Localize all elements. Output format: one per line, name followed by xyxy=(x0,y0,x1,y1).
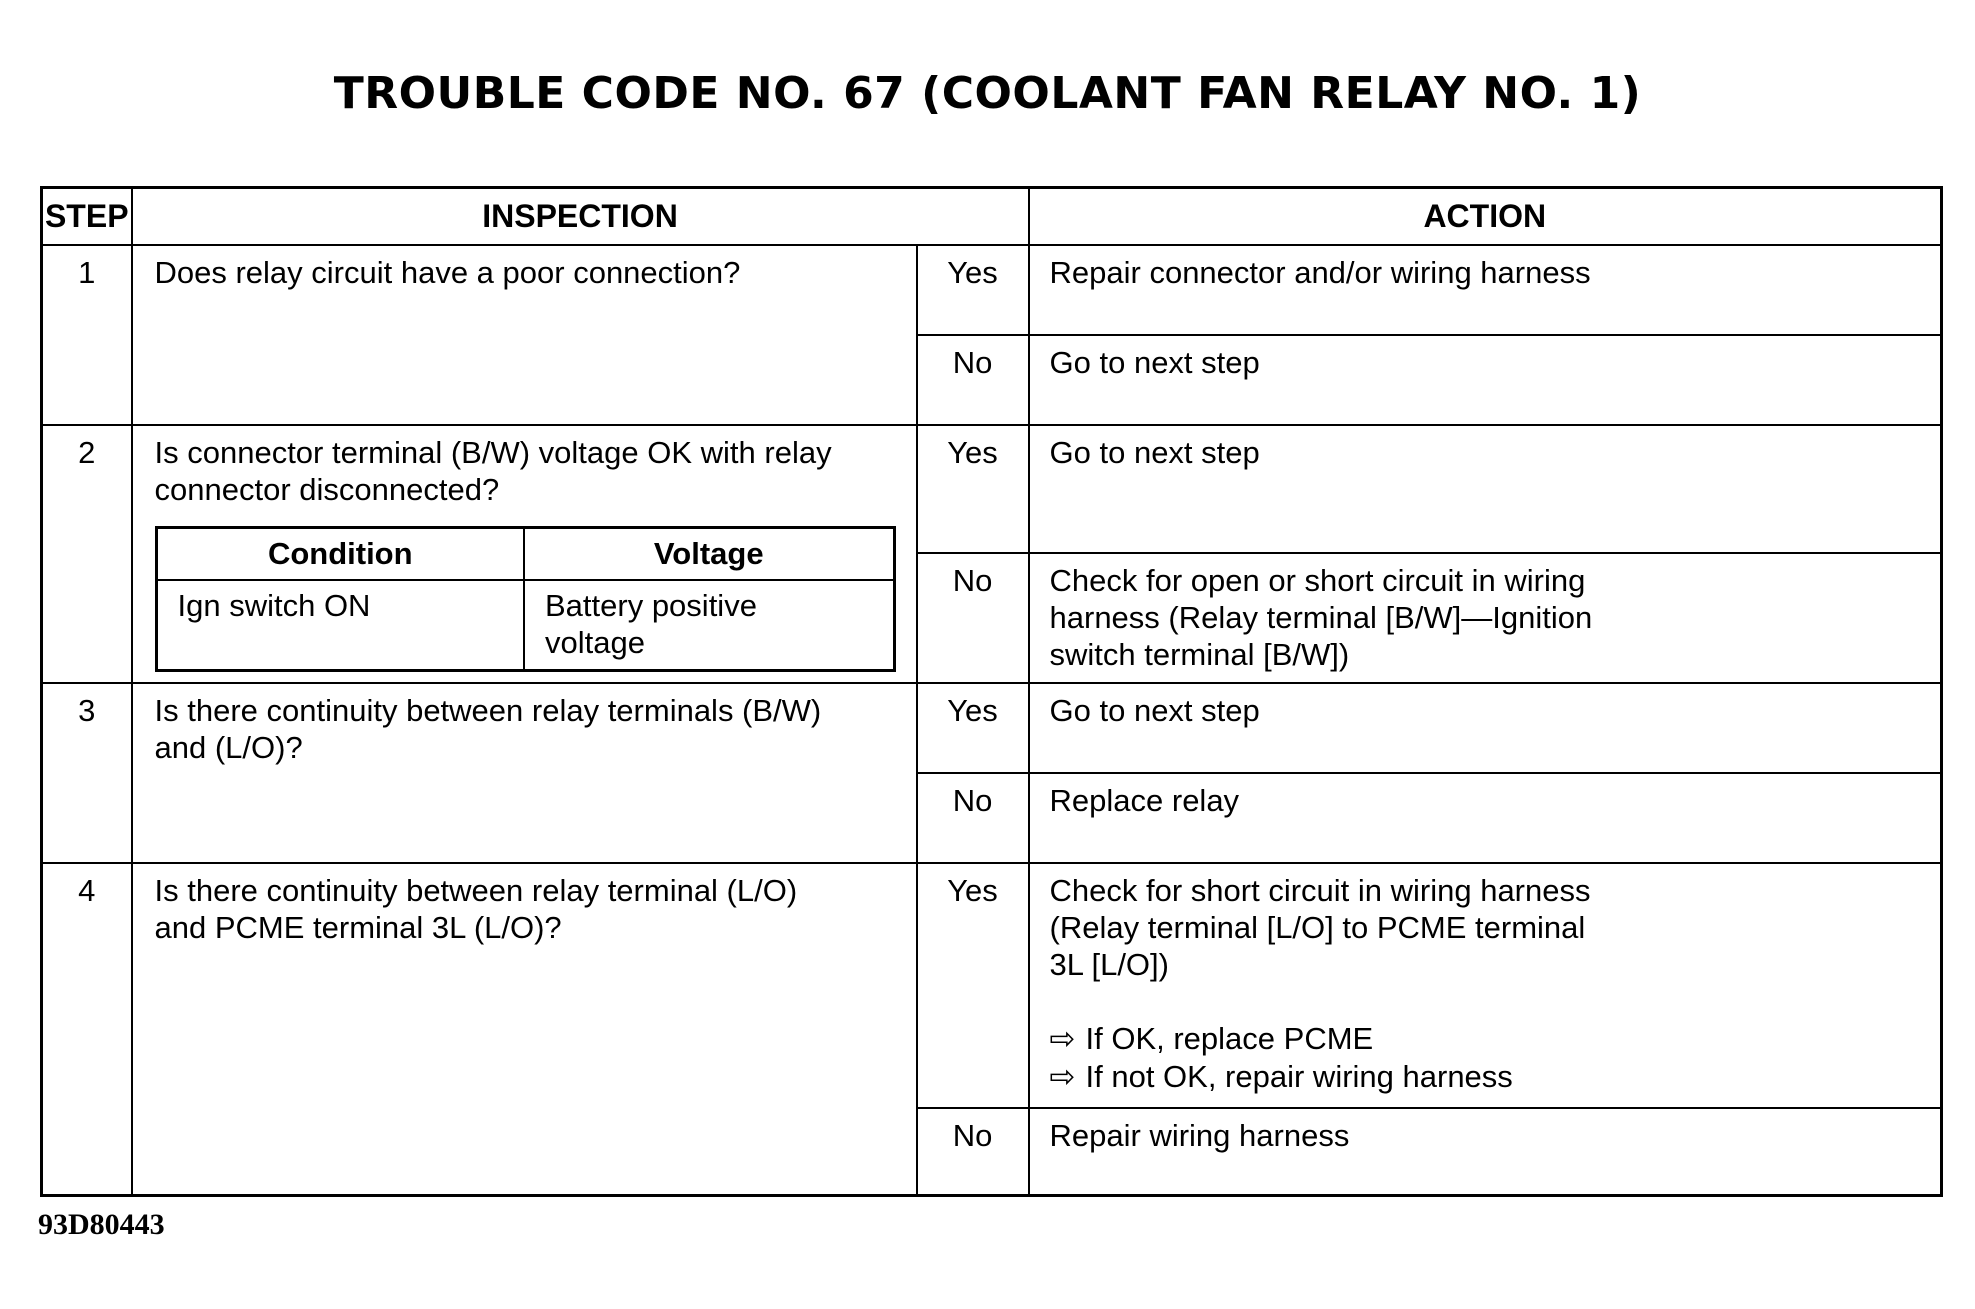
right-arrow-icon: ⇨ xyxy=(1049,1058,1076,1095)
voltage-line: Battery positive xyxy=(545,587,757,623)
action-text xyxy=(1029,863,1942,1108)
action-line: switch terminal [B/W]) xyxy=(1049,636,1350,672)
right-arrow-icon: ⇨ xyxy=(1049,1020,1076,1057)
action-line: Repair wiring harness xyxy=(1049,1117,1350,1153)
table-row xyxy=(42,425,1942,553)
step-number: 3 xyxy=(42,683,132,863)
answer-no: No xyxy=(917,1108,1029,1196)
action-line: Go to next step xyxy=(1049,692,1260,728)
action-text xyxy=(1029,553,1942,683)
result-text: If not OK, repair wiring harness xyxy=(1085,1058,1513,1094)
answer-no: No xyxy=(917,553,1029,683)
action-line: harness (Relay terminal [B/W]—Ignition xyxy=(1049,599,1593,635)
inspection-line: connector disconnected? xyxy=(154,471,500,507)
step-header: STEP xyxy=(42,188,132,245)
action-line: Go to next step xyxy=(1049,434,1260,470)
inspection-question xyxy=(132,863,917,1196)
condition-header: Condition xyxy=(156,527,524,580)
voltage-header: Voltage xyxy=(524,527,894,580)
trouble-code-table xyxy=(40,186,1943,1197)
result-line xyxy=(1050,1058,1921,1096)
action-text xyxy=(1029,245,1942,335)
header-row xyxy=(42,188,1942,245)
action-line: Check for open or short circuit in wiring xyxy=(1049,562,1586,598)
result-text: If OK, replace PCME xyxy=(1085,1020,1374,1056)
action-text xyxy=(1029,683,1942,773)
step-number: 1 xyxy=(42,245,132,425)
table-row xyxy=(42,863,1942,1108)
answer-no: No xyxy=(917,773,1029,863)
answer-yes: Yes xyxy=(917,245,1029,335)
action-text xyxy=(1029,773,1942,863)
action-line: Replace relay xyxy=(1049,782,1240,818)
action-header: ACTION xyxy=(1029,188,1942,245)
result-line xyxy=(1050,1020,1921,1058)
action-line: Go to next step xyxy=(1049,344,1260,380)
inspection-question xyxy=(132,683,917,863)
table-row xyxy=(42,245,1942,335)
inspection-line: Is connector terminal (B/W) voltage OK with relay xyxy=(154,434,832,470)
condition-voltage-table xyxy=(155,526,896,672)
action-line: (Relay terminal [L/O] to PCME terminal xyxy=(1049,909,1586,945)
inspection-line: Is there continuity between relay terminals (B/W) xyxy=(154,692,822,728)
voltage-line: voltage xyxy=(545,624,645,660)
action-text xyxy=(1029,335,1942,425)
table-row xyxy=(156,580,894,671)
voltage-value xyxy=(524,580,894,671)
answer-yes: Yes xyxy=(917,425,1029,553)
inspection-line: Does relay circuit have a poor connection? xyxy=(154,254,741,290)
action-text xyxy=(1029,425,1942,553)
answer-yes: Yes xyxy=(917,863,1029,1108)
table-row xyxy=(42,683,1942,773)
inspection-line: Is there continuity between relay terminal (L/O) xyxy=(154,872,798,908)
answer-no: No xyxy=(917,335,1029,425)
figure-code: 93D80443 xyxy=(38,1208,165,1241)
condition-value: Ign switch ON xyxy=(156,580,524,671)
inspection-line: and (L/O)? xyxy=(154,729,303,765)
inspection-question xyxy=(132,425,917,683)
inspection-question xyxy=(132,245,917,425)
action-line: 3L [L/O]) xyxy=(1049,946,1169,982)
action-line: Check for short circuit in wiring harness xyxy=(1049,872,1591,908)
action-line: Repair connector and/or wiring harness xyxy=(1049,254,1591,290)
page-title: TROUBLE CODE NO. 67 (COOLANT FAN RELAY NO. 1) xyxy=(333,68,1642,119)
inspection-header: INSPECTION xyxy=(132,188,1029,245)
action-text xyxy=(1029,1108,1942,1196)
answer-yes: Yes xyxy=(917,683,1029,773)
step-number: 2 xyxy=(42,425,132,683)
step-number: 4 xyxy=(42,863,132,1196)
inspection-line: and PCME terminal 3L (L/O)? xyxy=(154,909,562,945)
